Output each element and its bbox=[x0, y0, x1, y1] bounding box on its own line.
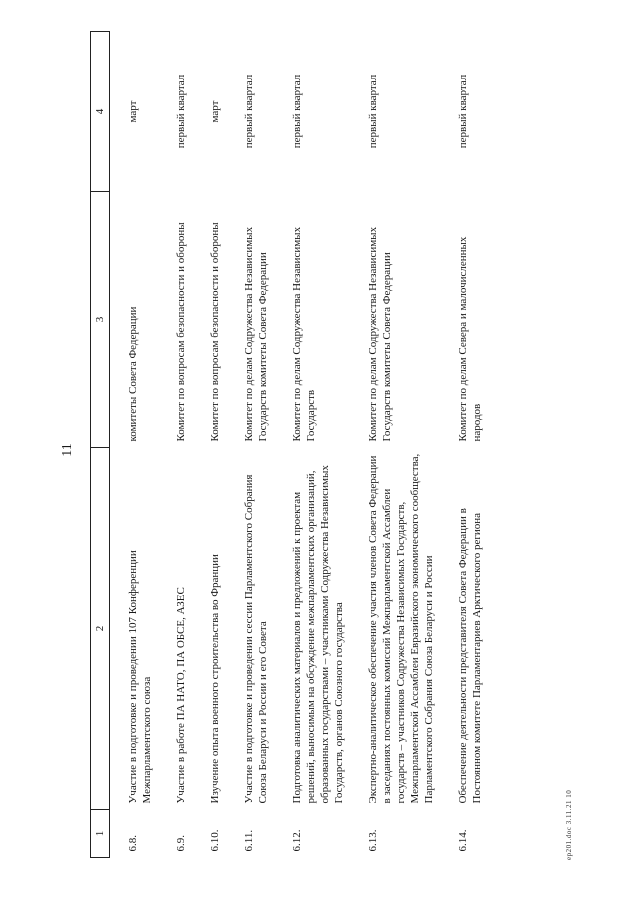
table-header-row bbox=[91, 32, 110, 858]
plan-table bbox=[90, 31, 488, 858]
item-number: 6.8. bbox=[127, 835, 139, 852]
item-responsible: Комитет по вопросам безопасности и обороны bbox=[175, 222, 187, 442]
table-row bbox=[274, 32, 350, 858]
item-number: 6.10. bbox=[209, 829, 221, 852]
item-responsible: Комитет по делам Содружества Независимых Государств комитеты Совета Федерации bbox=[367, 226, 393, 442]
rotated-document-page bbox=[60, 30, 580, 870]
item-period: март bbox=[209, 100, 221, 123]
item-activity: Участие в подготовке и проведении 107 Конференции Межпарламентского союза bbox=[127, 550, 153, 804]
item-number: 6.13. bbox=[367, 829, 379, 852]
page-number: 11 bbox=[60, 443, 75, 457]
item-responsible: Комитет по вопросам безопасности и обороны bbox=[209, 222, 221, 442]
item-number: 6.11. bbox=[243, 829, 255, 852]
item-number: 6.14. bbox=[457, 829, 469, 852]
item-activity: Участие в работе ПА НАТО, ПА ОБСЕ, АЗЕС bbox=[175, 587, 187, 804]
item-responsible: комитеты Совета Федерации bbox=[127, 306, 139, 442]
table-row bbox=[192, 32, 226, 858]
item-number: 6.12. bbox=[291, 829, 303, 852]
table-row bbox=[158, 32, 192, 858]
item-period: первый квартал bbox=[243, 74, 255, 149]
item-activity: Подготовка аналитических материалов и предложений к проектам решений, выносимым на обсуждение межпарламентских организаций, образованных государствами – участниками Содружества Независимых Государств, органов Союзного государства bbox=[291, 465, 345, 804]
item-responsible: Комитет по делам Севера и малочисленных народов bbox=[457, 236, 483, 442]
file-reference-mark: ep201.doc 3.11.21 10 bbox=[565, 789, 573, 860]
item-period: первый квартал bbox=[457, 74, 469, 149]
item-responsible: Комитет по делам Содружества Независимых Государств комитеты Совета Федерации bbox=[243, 226, 269, 442]
table-row bbox=[226, 32, 274, 858]
column-header-4: 4 bbox=[91, 32, 110, 192]
item-activity: Экспертно-аналитическое обеспечение участия членов Совета Федерации в заседаниях постоянных комиссий Межпарламентской Ассамблеи государств – участников Содружества Независимых Государств, Межпарламентской Ассамблеи Евразийского экономического сообщества, Парламентского Собрания Союза Беларуси и России bbox=[367, 453, 435, 804]
item-period: первый квартал bbox=[367, 74, 379, 149]
item-activity: Обеспечение деятельности представителя Совета Федерации в Постоянном комитете Парламентариев Арктического региона bbox=[457, 508, 483, 804]
column-header-1: 1 bbox=[91, 810, 110, 858]
table-row bbox=[110, 32, 159, 858]
column-header-2: 2 bbox=[91, 448, 110, 810]
item-period: первый квартал bbox=[291, 74, 303, 149]
column-header-3: 3 bbox=[91, 192, 110, 448]
table-row bbox=[440, 32, 488, 858]
item-activity: Участие в подготовке и проведении сессии Парламентского Собрания Союза Беларуси и России и его Совета bbox=[243, 474, 269, 804]
table-row bbox=[350, 32, 440, 858]
item-period: март bbox=[127, 100, 139, 123]
item-period: первый квартал bbox=[175, 74, 187, 149]
item-number: 6.9. bbox=[175, 835, 187, 852]
item-activity: Изучение опыта военного строительства во Франции bbox=[209, 554, 221, 804]
item-responsible: Комитет по делам Содружества Независимых Государств bbox=[291, 226, 317, 442]
